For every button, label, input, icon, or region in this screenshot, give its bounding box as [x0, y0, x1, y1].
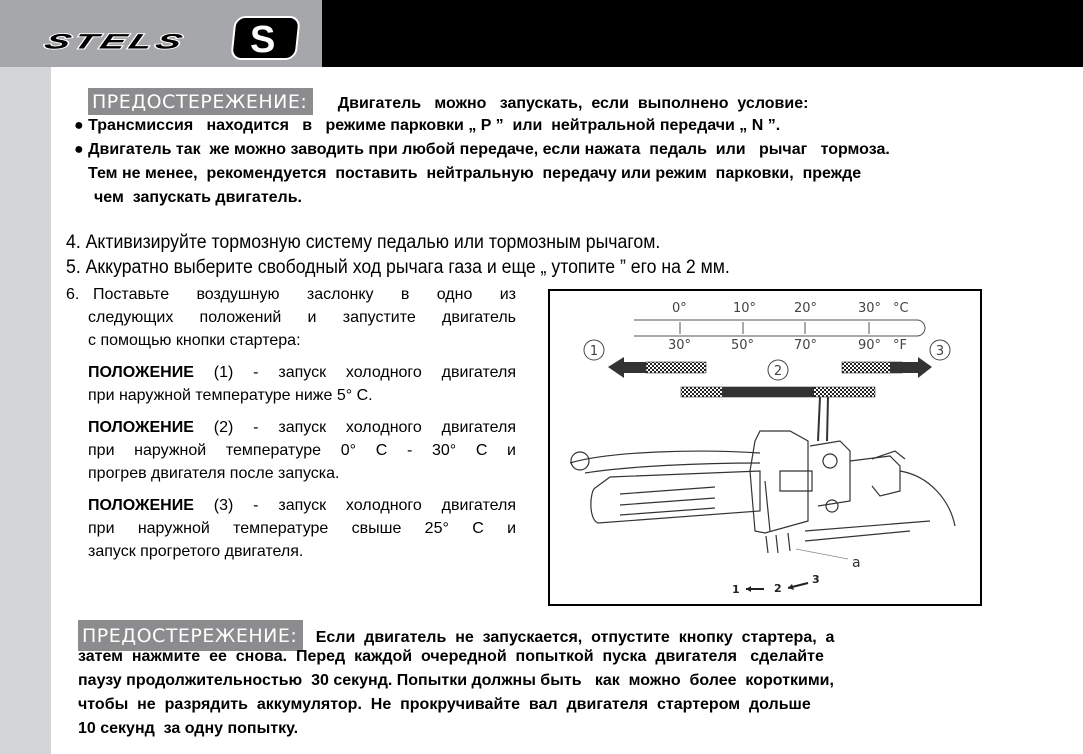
header-black-bar: [322, 0, 1083, 67]
warning-tag: ПРЕДОСТЕРЕЖЕНИЕ:: [78, 620, 303, 651]
side-strip: [0, 67, 51, 754]
warning-text-line: 10 секунд за одну попытку.: [78, 720, 299, 737]
stels-logo: [28, 14, 308, 62]
arrow-right-icon: [890, 357, 932, 378]
celsius-tick: 30°: [858, 301, 882, 316]
fahrenheit-tick: 50°: [731, 338, 755, 353]
warning-title: Двигатель можно запускать, если выполнено условие:: [337, 95, 809, 112]
step-4: 4. Активизируйте тормозную систему педалью или тормозным рычагом.: [66, 232, 661, 253]
warning-text-first-line: Если двигатель не запускается, отпустите кнопку стартера, а: [315, 629, 835, 646]
position-marker-1: 1: [589, 344, 599, 359]
choke-diagram: [548, 289, 982, 606]
warning-tag: ПРЕДОСТЕРЕЖЕНИЕ:: [88, 88, 313, 115]
bullet-item: ● Двигатель так же можно заводить при любой передаче, если нажата педаль или рычаг тормоза.: [74, 141, 890, 158]
fahrenheit-unit: °F: [893, 338, 907, 353]
celsius-tick: 0°: [672, 301, 687, 316]
step-5: 5. Аккуратно выберите свободный ход рычага газа и еще „ утопите ” его на 2 мм.: [66, 257, 730, 278]
warning-text-line: затем нажмите ее снова. Перед каждой очередной попыткой пуска двигателя сделайте: [78, 648, 824, 665]
fahrenheit-tick: 90°: [858, 338, 882, 353]
bullet-continuation: Тем не менее, рекомендуется поставить нейтральную передачу или режим парковки, прежде: [88, 165, 862, 182]
warning-text-line: чтобы не разрядить аккумулятор. Не прокручивайте вал двигателя стартером дольше: [78, 696, 811, 713]
callout-a: a: [852, 555, 861, 571]
position-marker-3: 3: [935, 344, 945, 359]
choke-position-1: ПОЛОЖЕНИЕ (1) - запуск холодного двигателя при наружной температуре ниже 5° С.: [88, 364, 516, 404]
svg-text:3: 3: [812, 573, 820, 586]
celsius-tick: 10°: [733, 301, 757, 316]
fahrenheit-tick: 30°: [668, 338, 692, 353]
celsius-tick: 20°: [794, 301, 818, 316]
fahrenheit-tick: 70°: [794, 338, 818, 353]
warning-block-1: [88, 88, 808, 115]
svg-text:STELS: STELS: [41, 29, 190, 54]
bullet-continuation: чем запускать двигатель.: [94, 189, 302, 206]
svg-text:1: 1: [732, 583, 740, 596]
bullet-item: ● Трансмиссия находится в режиме парковки „ P ” или нейтральной передачи „ N ”.: [74, 117, 781, 134]
step-6: 6. Поставьте воздушную заслонку в одно из следующих положений и запустите двигатель с помощью кнопки стартера: ПОЛОЖЕНИЕ (1) - запуск холодного двигателя при наружной температуре ниже 5° С. ПОЛОЖЕНИЕ (2) - запуск холодного двигателя при наружной температуре 0° С - 30° С и прогрев двигателя после запуска. ПОЛОЖЕНИЕ (3) - запуск холодного двигателя при наружной температуре свыше 25° С и запуск прогретого двигателя.: [66, 283, 516, 563]
warning-text-line: паузу продолжительностью 30 секунд. Попытки должны быть как можно более короткими,: [78, 672, 834, 689]
choke-position-3: ПОЛОЖЕНИЕ (3) - запуск холодного двигателя при наружной температуре свыше 25° С и запуск прогретого двигателя.: [88, 497, 516, 560]
svg-text:S: S: [250, 19, 276, 61]
choke-position-2: ПОЛОЖЕНИЕ (2) - запуск холодного двигателя при наружной температуре 0° С - 30° С и прогрев двигателя после запуска.: [88, 419, 516, 482]
svg-text:2: 2: [774, 582, 782, 595]
celsius-unit: °C: [893, 301, 909, 316]
position-marker-2: 2: [773, 364, 783, 379]
